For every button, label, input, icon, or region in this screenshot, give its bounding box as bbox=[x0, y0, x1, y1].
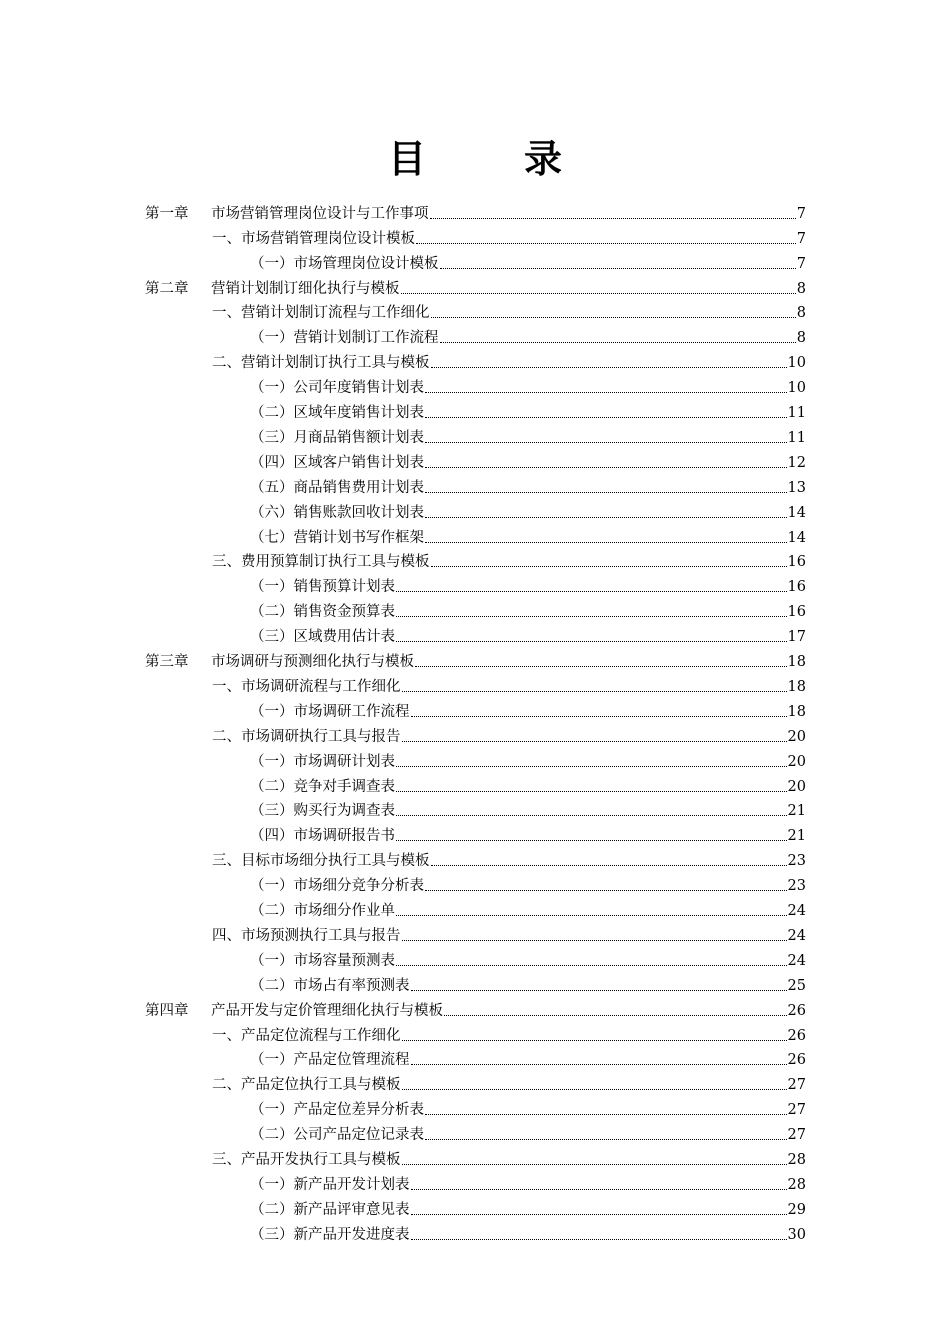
dot-leader bbox=[415, 666, 787, 667]
toc-entry-title: 产品开发与定价管理细化执行与模板 bbox=[211, 1002, 443, 1019]
toc-entry-label bbox=[250, 1100, 424, 1120]
page-number: 7 bbox=[796, 205, 806, 222]
dot-leader bbox=[411, 990, 787, 991]
toc-entry-label bbox=[212, 1075, 401, 1095]
dot-leader bbox=[396, 616, 787, 617]
dot-leader bbox=[425, 1114, 787, 1115]
toc-entry-title: （一）销售预算计划表 bbox=[250, 579, 395, 596]
toc-entry-label bbox=[212, 303, 430, 323]
toc-entry-label bbox=[250, 428, 424, 448]
toc-entry-level-2[interactable] bbox=[250, 249, 806, 274]
page-number: 23 bbox=[787, 878, 806, 895]
toc-entry-title: （二）市场占有率预测表 bbox=[250, 977, 410, 994]
dot-leader bbox=[402, 1040, 787, 1041]
toc-entry-label bbox=[250, 801, 395, 821]
toc-entry-title: 市场营销管理岗位设计与工作事项 bbox=[211, 205, 429, 222]
toc-entry-label bbox=[145, 1001, 443, 1021]
toc-entry-title: （一）市场管理岗位设计模板 bbox=[250, 255, 439, 272]
toc-entry-label bbox=[250, 901, 395, 921]
toc-entry-title: 二、营销计划制订执行工具与模板 bbox=[212, 355, 430, 372]
toc-entry-level-2[interactable] bbox=[250, 324, 806, 349]
page-number: 18 bbox=[787, 678, 806, 695]
toc-entry-label bbox=[145, 204, 429, 224]
dot-leader bbox=[425, 467, 787, 468]
page-number: 8 bbox=[796, 280, 806, 297]
toc-entry-title: 四、市场预测执行工具与报告 bbox=[212, 927, 401, 944]
dot-leader bbox=[430, 218, 796, 219]
page-number: 11 bbox=[787, 429, 806, 446]
page-number: 20 bbox=[787, 778, 806, 795]
toc-entry-title: （三）新产品开发进度表 bbox=[250, 1226, 410, 1243]
page-number: 8 bbox=[796, 330, 806, 347]
dot-leader bbox=[401, 293, 796, 294]
toc-entry-title: （三）月商品销售额计划表 bbox=[250, 429, 424, 446]
toc-entry-title: （三）购买行为调查表 bbox=[250, 803, 395, 820]
page-number: 17 bbox=[787, 629, 806, 646]
toc-entry-label bbox=[212, 1150, 401, 1170]
dot-leader bbox=[402, 1164, 787, 1165]
toc-entry-title: （二）公司产品定位记录表 bbox=[250, 1127, 424, 1144]
toc-entry-label bbox=[250, 1125, 424, 1145]
toc-entry-level-1[interactable] bbox=[212, 548, 806, 573]
toc-entry-title: （六）销售账款回收计划表 bbox=[250, 504, 424, 521]
page-number: 16 bbox=[787, 604, 806, 621]
toc-entry-title: （五）商品销售费用计划表 bbox=[250, 479, 424, 496]
toc-entry-label bbox=[250, 1225, 410, 1245]
dot-leader bbox=[411, 716, 787, 717]
toc-entry-title: （二）销售资金预算表 bbox=[250, 604, 395, 621]
dot-leader bbox=[402, 691, 787, 692]
toc-entry-level-2[interactable] bbox=[250, 971, 806, 996]
dot-leader bbox=[396, 840, 787, 841]
chapter-number: 第三章 bbox=[145, 654, 189, 671]
page-number: 20 bbox=[787, 728, 806, 745]
page-number: 12 bbox=[787, 454, 806, 471]
toc-entry-label bbox=[250, 826, 395, 846]
page-number: 27 bbox=[787, 1127, 806, 1144]
dot-leader bbox=[411, 1214, 787, 1215]
toc-entry-level-2[interactable] bbox=[250, 373, 806, 398]
chapter-number: 第四章 bbox=[145, 1002, 189, 1019]
toc-entry-level-2[interactable] bbox=[250, 448, 806, 473]
toc-entry-label bbox=[250, 478, 424, 498]
toc-entry-label bbox=[250, 328, 439, 348]
toc-entry-label bbox=[250, 1200, 410, 1220]
dot-leader bbox=[425, 392, 787, 393]
toc-entry-label bbox=[250, 1050, 410, 1070]
dot-leader bbox=[431, 367, 787, 368]
page-number: 23 bbox=[787, 853, 806, 870]
toc-entry-label bbox=[250, 752, 395, 772]
toc-entry-level-1[interactable] bbox=[212, 1021, 806, 1046]
toc-entry-level-2[interactable] bbox=[250, 573, 806, 598]
toc-entry-title: （二）新产品评审意见表 bbox=[250, 1201, 410, 1218]
dot-leader bbox=[396, 965, 787, 966]
page-number: 21 bbox=[787, 803, 806, 820]
toc-entry-label bbox=[250, 577, 395, 597]
toc-entry-label bbox=[212, 926, 401, 946]
page-number: 10 bbox=[787, 380, 806, 397]
toc-entry-level-0[interactable] bbox=[145, 274, 806, 299]
dot-leader bbox=[425, 442, 787, 443]
toc-entry-level-2[interactable] bbox=[250, 896, 806, 921]
page-number: 14 bbox=[787, 529, 806, 546]
toc-entry-label bbox=[212, 727, 401, 747]
toc-entry-level-2[interactable] bbox=[250, 772, 806, 797]
toc-entry-title: 三、费用预算制订执行工具与模板 bbox=[212, 554, 430, 571]
toc-entry-title: 营销计划制订细化执行与模板 bbox=[211, 280, 400, 297]
toc-entry-title: （一）市场容量预测表 bbox=[250, 952, 395, 969]
dot-leader bbox=[425, 492, 787, 493]
page-number: 29 bbox=[787, 1201, 806, 1218]
dot-leader bbox=[396, 815, 787, 816]
toc-entry-level-2[interactable] bbox=[250, 523, 806, 548]
dot-leader bbox=[425, 542, 787, 543]
toc-entry-label bbox=[212, 229, 415, 249]
toc-entry-level-1[interactable] bbox=[212, 1145, 806, 1170]
toc-entry-title: 三、产品开发执行工具与模板 bbox=[212, 1152, 401, 1169]
toc-entry-title: （一）新产品开发计划表 bbox=[250, 1176, 410, 1193]
dot-leader bbox=[402, 940, 787, 941]
page-number: 28 bbox=[787, 1152, 806, 1169]
page-number: 8 bbox=[796, 305, 806, 322]
page-number: 16 bbox=[787, 554, 806, 571]
toc-entry-title: 一、市场营销管理岗位设计模板 bbox=[212, 230, 415, 247]
dot-leader bbox=[396, 591, 787, 592]
page-number: 18 bbox=[787, 703, 806, 720]
toc-entry-label bbox=[250, 976, 410, 996]
toc-entry-label bbox=[250, 777, 395, 797]
toc-entry-level-2[interactable] bbox=[250, 797, 806, 822]
page-number: 14 bbox=[787, 504, 806, 521]
toc-entry-level-2[interactable] bbox=[250, 597, 806, 622]
toc-entry-label bbox=[212, 1026, 401, 1046]
toc-entry-title: 一、市场调研流程与工作细化 bbox=[212, 678, 401, 695]
toc-entry-title: （四）市场调研报告书 bbox=[250, 828, 395, 845]
toc-entry-title: 三、目标市场细分执行工具与模板 bbox=[212, 853, 430, 870]
page-number: 26 bbox=[787, 1027, 806, 1044]
toc-entry-label bbox=[212, 851, 430, 871]
toc-entry-title: （二）市场细分作业单 bbox=[250, 903, 395, 920]
dot-leader bbox=[402, 741, 787, 742]
dot-leader bbox=[440, 268, 796, 269]
toc-entry-title: 市场调研与预测细化执行与模板 bbox=[211, 654, 414, 671]
dot-leader bbox=[425, 1139, 787, 1140]
toc-entry-level-2[interactable] bbox=[250, 622, 806, 647]
chapter-number: 第二章 bbox=[145, 280, 189, 297]
toc-entry-level-1[interactable] bbox=[212, 722, 806, 747]
page-number: 21 bbox=[787, 828, 806, 845]
toc-entry-level-0[interactable] bbox=[145, 996, 806, 1021]
toc-entry-level-2[interactable] bbox=[250, 871, 806, 896]
toc-entry-label bbox=[212, 353, 430, 373]
dot-leader bbox=[411, 1064, 787, 1065]
dot-leader bbox=[440, 342, 796, 343]
toc-entry-label bbox=[250, 528, 424, 548]
toc-entry-level-2[interactable] bbox=[250, 946, 806, 971]
toc-entry-level-2[interactable] bbox=[250, 1120, 806, 1145]
dot-leader bbox=[416, 243, 796, 244]
toc-entry-level-2[interactable] bbox=[250, 498, 806, 523]
page-number: 27 bbox=[787, 1102, 806, 1119]
dot-leader bbox=[396, 641, 787, 642]
toc-entry-title: （一）产品定位差异分析表 bbox=[250, 1102, 424, 1119]
toc-entry-level-1[interactable] bbox=[212, 348, 806, 373]
page-number: 10 bbox=[787, 355, 806, 372]
toc-entry-level-2[interactable] bbox=[250, 473, 806, 498]
dot-leader bbox=[425, 890, 787, 891]
toc-entry-label bbox=[250, 378, 424, 398]
toc-entry-title: 一、产品定位流程与工作细化 bbox=[212, 1027, 401, 1044]
toc-entry-title: 二、市场调研执行工具与报告 bbox=[212, 728, 401, 745]
toc-entry-level-2[interactable] bbox=[250, 822, 806, 847]
toc-entry-title: 一、营销计划制订流程与工作细化 bbox=[212, 305, 430, 322]
dot-leader bbox=[402, 1089, 787, 1090]
dot-leader bbox=[444, 1015, 787, 1016]
toc-entry-label bbox=[212, 677, 401, 697]
toc-entry-title: （三）区域费用估计表 bbox=[250, 629, 395, 646]
toc-entry-level-2[interactable] bbox=[250, 1046, 806, 1071]
dot-leader bbox=[396, 766, 787, 767]
page-number: 26 bbox=[787, 1002, 806, 1019]
page-number: 24 bbox=[787, 952, 806, 969]
toc-entry-level-2[interactable] bbox=[250, 1220, 806, 1245]
toc-entry-level-2[interactable] bbox=[250, 1095, 806, 1120]
page-number: 7 bbox=[796, 230, 806, 247]
toc-entry-label bbox=[250, 403, 424, 423]
toc-entry-level-2[interactable] bbox=[250, 1195, 806, 1220]
toc-entry-title: （一）市场调研计划表 bbox=[250, 753, 395, 770]
page-number: 30 bbox=[787, 1226, 806, 1243]
toc-entry-level-1[interactable] bbox=[212, 1071, 806, 1096]
toc-entry-label bbox=[250, 503, 424, 523]
toc-entry-level-2[interactable] bbox=[250, 697, 806, 722]
page-number: 26 bbox=[787, 1052, 806, 1069]
toc-entry-label bbox=[250, 702, 410, 722]
dot-leader bbox=[431, 566, 787, 567]
page-number: 27 bbox=[787, 1077, 806, 1094]
chapter-number: 第一章 bbox=[145, 205, 189, 222]
toc-entry-title: （一）公司年度销售计划表 bbox=[250, 380, 424, 397]
toc-entry-title: （一）产品定位管理流程 bbox=[250, 1052, 410, 1069]
page-number: 18 bbox=[787, 654, 806, 671]
toc-entry-label bbox=[250, 951, 395, 971]
toc-entry-label bbox=[250, 627, 395, 647]
page-number: 25 bbox=[787, 977, 806, 994]
toc-entry-title: （二）区域年度销售计划表 bbox=[250, 405, 424, 422]
toc-entry-level-0[interactable] bbox=[145, 647, 806, 672]
dot-leader bbox=[431, 865, 787, 866]
toc-entry-label bbox=[250, 254, 439, 274]
toc-entry-title: （四）区域客户销售计划表 bbox=[250, 454, 424, 471]
page-number: 16 bbox=[787, 579, 806, 596]
toc-entry-label bbox=[250, 453, 424, 473]
toc-entry-title: 二、产品定位执行工具与模板 bbox=[212, 1077, 401, 1094]
page-number: 13 bbox=[787, 479, 806, 496]
toc-entry-level-1[interactable] bbox=[212, 846, 806, 871]
toc-entry-level-0[interactable] bbox=[145, 199, 806, 224]
page-number: 11 bbox=[787, 405, 806, 422]
toc-entry-label bbox=[250, 602, 395, 622]
dot-leader bbox=[411, 1189, 787, 1190]
toc-entry-level-2[interactable] bbox=[250, 1170, 806, 1195]
page-number: 24 bbox=[787, 903, 806, 920]
toc-entry-title: （一）市场调研工作流程 bbox=[250, 703, 410, 720]
page-number: 20 bbox=[787, 753, 806, 770]
toc-entry-title: （二）竞争对手调查表 bbox=[250, 778, 395, 795]
dot-leader bbox=[396, 791, 787, 792]
toc-entry-level-1[interactable] bbox=[212, 921, 806, 946]
page-number: 28 bbox=[787, 1176, 806, 1193]
dot-leader bbox=[411, 1239, 787, 1240]
toc-entry-label bbox=[250, 1175, 410, 1195]
dot-leader bbox=[425, 517, 787, 518]
toc-entry-level-1[interactable] bbox=[212, 224, 806, 249]
toc-entry-label bbox=[212, 552, 430, 572]
page-title: 目 录 bbox=[387, 137, 592, 181]
toc-entry-level-2[interactable] bbox=[250, 747, 806, 772]
page-number: 7 bbox=[796, 255, 806, 272]
toc-entry-title: （一）市场细分竞争分析表 bbox=[250, 878, 424, 895]
dot-leader bbox=[431, 317, 796, 318]
toc-entry-title: （一）营销计划制订工作流程 bbox=[250, 330, 439, 347]
toc-entry-level-1[interactable] bbox=[212, 299, 806, 324]
toc-entry-level-2[interactable] bbox=[250, 398, 806, 423]
dot-leader bbox=[396, 915, 787, 916]
toc-entry-title: （七）营销计划书写作框架 bbox=[250, 529, 424, 546]
toc-entry-label bbox=[145, 652, 414, 672]
toc-entry-level-1[interactable] bbox=[212, 672, 806, 697]
toc-entry-label bbox=[145, 279, 400, 299]
toc-entry-level-2[interactable] bbox=[250, 423, 806, 448]
toc-entry-label bbox=[250, 876, 424, 896]
dot-leader bbox=[425, 417, 787, 418]
page-number: 24 bbox=[787, 927, 806, 944]
